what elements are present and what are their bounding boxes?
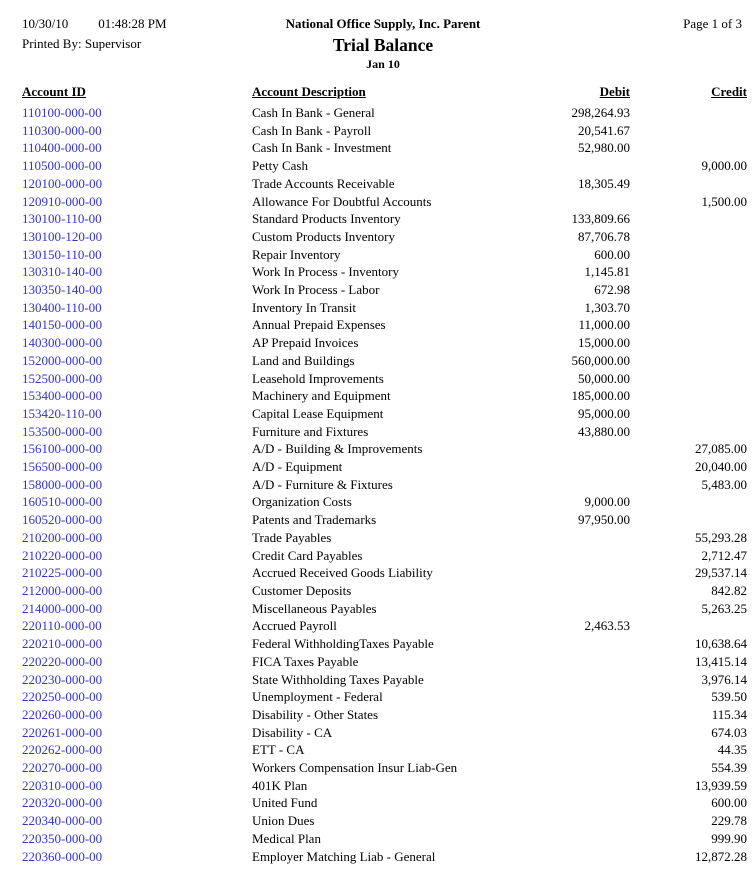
- table-row: [22, 387, 747, 405]
- table-row: [22, 511, 747, 529]
- account-description: Land and Buildings: [252, 352, 355, 368]
- debit-amount: [457, 671, 630, 689]
- table-row: [22, 741, 747, 759]
- column-header-credit: Credit: [711, 84, 747, 99]
- print-datetime: [22, 14, 286, 34]
- account-id-link[interactable]: 140300-000-00: [22, 335, 103, 351]
- credit-amount: [630, 175, 747, 193]
- account-id-link[interactable]: 212000-000-00: [22, 582, 103, 598]
- print-date: 10/30/10: [22, 16, 69, 31]
- table-row: [22, 281, 747, 299]
- account-id-link[interactable]: 110400-000-00: [22, 140, 102, 156]
- account-id-link[interactable]: 220310-000-00: [22, 777, 103, 793]
- debit-amount: 87,706.78: [578, 228, 630, 244]
- account-id-link[interactable]: 120100-000-00: [22, 175, 103, 191]
- account-description: Trade Accounts Receivable: [252, 175, 395, 191]
- credit-amount: 115.34: [711, 706, 747, 722]
- credit-amount: 2,712.47: [701, 547, 747, 563]
- credit-amount: [630, 281, 747, 299]
- account-id-link[interactable]: 130100-110-00: [22, 211, 102, 227]
- report-header-left: [22, 14, 286, 54]
- table-row: [22, 688, 747, 706]
- account-description: Capital Lease Equipment: [252, 405, 384, 421]
- account-description: Federal WithholdingTaxes Payable: [252, 636, 434, 652]
- debit-amount: [457, 458, 630, 476]
- debit-amount: 1,145.81: [584, 264, 630, 280]
- report-title: Trial Balance: [332, 35, 434, 55]
- printed-by: Printed By: Supervisor: [22, 36, 142, 51]
- table-row: [22, 617, 747, 635]
- credit-amount: [630, 139, 747, 157]
- report-header: [22, 14, 748, 72]
- account-id-link[interactable]: 220320-000-00: [22, 795, 103, 811]
- credit-amount: [630, 104, 747, 122]
- account-description: Credit Card Payables: [252, 547, 363, 563]
- account-id-link[interactable]: 210200-000-00: [22, 529, 103, 545]
- report-period: Jan 10: [366, 57, 400, 71]
- credit-amount: [630, 405, 747, 423]
- credit-amount: 55,293.28: [695, 529, 747, 545]
- account-id-link[interactable]: 220340-000-00: [22, 813, 103, 829]
- account-description: 401K Plan: [252, 777, 308, 793]
- credit-amount: [630, 352, 747, 370]
- table-row: [22, 653, 747, 671]
- account-description: Medical Plan: [252, 830, 321, 846]
- debit-amount: [457, 777, 630, 795]
- debit-amount: [457, 830, 630, 848]
- credit-amount: 13,939.59: [695, 777, 747, 793]
- table-row: [22, 600, 747, 618]
- debit-amount: [457, 653, 630, 671]
- debit-amount: [457, 759, 630, 777]
- account-id-link[interactable]: 152000-000-00: [22, 352, 103, 368]
- debit-amount: 15,000.00: [578, 335, 630, 351]
- debit-amount: [457, 635, 630, 653]
- debit-amount: 20,541.67: [578, 122, 630, 138]
- trial-balance-table: [22, 84, 747, 865]
- table-row: [22, 830, 747, 848]
- debit-amount: [457, 157, 630, 175]
- credit-amount: 5,263.25: [701, 600, 747, 616]
- account-id-link[interactable]: 220350-000-00: [22, 830, 103, 846]
- account-description: State Withholding Taxes Payable: [252, 671, 424, 687]
- debit-amount: [457, 812, 630, 830]
- debit-amount: 9,000.00: [584, 494, 630, 510]
- account-id-link[interactable]: 110500-000-00: [22, 158, 102, 174]
- account-description: Leasehold Improvements: [252, 370, 384, 386]
- table-row: [22, 139, 747, 157]
- table-row: [22, 263, 747, 281]
- account-id-link[interactable]: 220270-000-00: [22, 760, 103, 776]
- table-row: [22, 228, 747, 246]
- credit-amount: 600.00: [711, 795, 747, 811]
- column-header-debit: Debit: [599, 84, 630, 99]
- debit-amount: [457, 600, 630, 618]
- table-row: [22, 122, 747, 140]
- account-description: Unemployment - Federal: [252, 689, 383, 705]
- account-description: Petty Cash: [252, 158, 308, 174]
- account-id-link[interactable]: 158000-000-00: [22, 476, 103, 492]
- account-id-link[interactable]: 120910-000-00: [22, 193, 103, 209]
- credit-amount: 1,500.00: [701, 193, 747, 209]
- debit-amount: [457, 706, 630, 724]
- debit-amount: [457, 193, 630, 211]
- table-row: [22, 582, 747, 600]
- debit-amount: 1,303.70: [584, 299, 630, 315]
- report-header-center: [286, 14, 481, 72]
- account-description: FICA Taxes Payable: [252, 653, 359, 669]
- account-id-link[interactable]: 130150-110-00: [22, 246, 102, 262]
- table-row: [22, 564, 747, 582]
- table-row: [22, 635, 747, 653]
- credit-amount: [630, 493, 747, 511]
- page-number: Page 1 of 3: [683, 16, 742, 31]
- account-description: ETT - CA: [252, 742, 305, 758]
- account-id-link[interactable]: 153400-000-00: [22, 388, 103, 404]
- account-id-link[interactable]: 110300-000-00: [22, 122, 102, 138]
- account-description: Standard Products Inventory: [252, 211, 401, 227]
- account-id-link[interactable]: 130350-140-00: [22, 282, 103, 298]
- debit-amount: 298,264.93: [571, 105, 630, 120]
- account-id-link[interactable]: 140150-000-00: [22, 317, 103, 333]
- credit-amount: [630, 423, 747, 441]
- debit-amount: 11,000.00: [578, 317, 630, 333]
- table-row: [22, 794, 747, 812]
- account-description: Customer Deposits: [252, 582, 352, 598]
- credit-amount: 27,085.00: [695, 441, 747, 457]
- account-id-link[interactable]: 156100-000-00: [22, 441, 103, 457]
- credit-amount: 554.39: [711, 760, 747, 776]
- account-description: Union Dues: [252, 813, 315, 829]
- table-row: [22, 812, 747, 830]
- account-id-link[interactable]: 130400-110-00: [22, 299, 102, 315]
- account-id-link[interactable]: 210225-000-00: [22, 565, 103, 581]
- table-row: [22, 352, 747, 370]
- account-description: Repair Inventory: [252, 246, 341, 262]
- credit-amount: 44.35: [717, 742, 747, 758]
- account-description: Work In Process - Labor: [252, 282, 380, 298]
- account-id-link[interactable]: 220261-000-00: [22, 724, 103, 740]
- account-description: United Fund: [252, 795, 318, 811]
- account-description: Allowance For Doubtful Accounts: [252, 193, 432, 209]
- account-description: Workers Compensation Insur Liab-Gen: [252, 760, 457, 776]
- account-description: Work In Process - Inventory: [252, 264, 399, 280]
- table-row: [22, 210, 747, 228]
- debit-amount: [457, 741, 630, 759]
- report-header-right: [480, 14, 744, 34]
- debit-amount: [457, 440, 630, 458]
- table-row: [22, 440, 747, 458]
- account-id-link[interactable]: 160510-000-00: [22, 494, 103, 510]
- debit-amount: [457, 476, 630, 494]
- account-description: AP Prepaid Invoices: [252, 335, 359, 351]
- table-row: [22, 724, 747, 742]
- account-id-link[interactable]: 214000-000-00: [22, 600, 103, 616]
- credit-amount: [630, 370, 747, 388]
- account-description: Machinery and Equipment: [252, 388, 391, 404]
- credit-amount: 674.03: [711, 724, 747, 740]
- account-id-link[interactable]: 130100-120-00: [22, 228, 103, 244]
- table-row: [22, 370, 747, 388]
- credit-amount: 229.78: [711, 813, 747, 829]
- table-row: [22, 493, 747, 511]
- account-id-link[interactable]: 220262-000-00: [22, 742, 103, 758]
- debit-amount: 133,809.66: [571, 211, 630, 227]
- table-row: [22, 848, 747, 866]
- table-row: [22, 458, 747, 476]
- account-description: Miscellaneous Payables: [252, 600, 377, 616]
- debit-amount: 52,980.00: [578, 140, 630, 156]
- account-description: Accrued Received Goods Liability: [252, 565, 433, 581]
- account-description: A/D - Building & Improvements: [252, 441, 423, 457]
- account-description: Trade Payables: [252, 529, 332, 545]
- account-id-link[interactable]: 220210-000-00: [22, 636, 103, 652]
- credit-amount: 5,483.00: [701, 476, 747, 492]
- account-description: Cash In Bank - General: [252, 105, 375, 120]
- credit-amount: [630, 228, 747, 246]
- debit-amount: 2,463.53: [584, 618, 630, 634]
- table-row: [22, 334, 747, 352]
- debit-amount: [457, 688, 630, 706]
- account-description: Custom Products Inventory: [252, 228, 395, 244]
- account-id-link[interactable]: 153420-110-00: [22, 405, 102, 421]
- credit-amount: [630, 263, 747, 281]
- credit-amount: 999.90: [711, 830, 747, 846]
- account-id-link[interactable]: 160520-000-00: [22, 512, 103, 528]
- table-row: [22, 104, 747, 122]
- credit-amount: [630, 511, 747, 529]
- credit-amount: 9,000.00: [701, 158, 747, 174]
- table-row: [22, 777, 747, 795]
- column-header-account-id: Account ID: [22, 84, 86, 99]
- credit-amount: 842.82: [711, 582, 747, 598]
- account-description: Patents and Trademarks: [252, 512, 377, 528]
- account-id-link[interactable]: 156500-000-00: [22, 459, 103, 475]
- credit-amount: 3,976.14: [701, 671, 747, 687]
- debit-amount: 672.98: [594, 282, 630, 298]
- account-description: Annual Prepaid Expenses: [252, 317, 386, 333]
- table-row: [22, 529, 747, 547]
- table-row: [22, 547, 747, 565]
- report-rows: [22, 104, 747, 865]
- debit-amount: 50,000.00: [578, 370, 630, 386]
- account-id-link[interactable]: 210220-000-00: [22, 547, 103, 563]
- account-id-link[interactable]: 152500-000-00: [22, 370, 103, 386]
- account-description: A/D - Equipment: [252, 459, 343, 475]
- debit-amount: 185,000.00: [571, 388, 630, 404]
- account-description: Employer Matching Liab - General: [252, 848, 436, 864]
- account-description: Cash In Bank - Payroll: [252, 122, 372, 138]
- table-row: [22, 157, 747, 175]
- table-row: [22, 246, 747, 264]
- debit-amount: 18,305.49: [578, 175, 630, 191]
- table-row: [22, 706, 747, 724]
- table-row: [22, 671, 747, 689]
- account-id-link[interactable]: 220260-000-00: [22, 706, 103, 722]
- credit-amount: [630, 617, 747, 635]
- debit-amount: [457, 848, 630, 866]
- credit-amount: [630, 334, 747, 352]
- debit-amount: [457, 582, 630, 600]
- table-row: [22, 476, 747, 494]
- account-id-link[interactable]: 110100-000-00: [22, 105, 102, 120]
- credit-amount: 539.50: [711, 689, 747, 705]
- table-header-row: [22, 84, 747, 104]
- account-description: Disability - CA: [252, 724, 333, 740]
- print-time: 01:48:28 PM: [98, 16, 167, 31]
- debit-amount: 95,000.00: [578, 405, 630, 421]
- debit-amount: 97,950.00: [578, 512, 630, 528]
- debit-amount: 560,000.00: [571, 352, 630, 368]
- table-row: [22, 405, 747, 423]
- table-row: [22, 175, 747, 193]
- debit-amount: [457, 724, 630, 742]
- account-description: Furniture and Fixtures: [252, 423, 369, 439]
- table-row: [22, 193, 747, 211]
- account-id-link[interactable]: 220220-000-00: [22, 653, 103, 669]
- credit-amount: [630, 122, 747, 140]
- credit-amount: 12,872.28: [695, 848, 747, 864]
- account-id-link[interactable]: 220360-000-00: [22, 848, 103, 864]
- account-description: Cash In Bank - Investment: [252, 140, 392, 156]
- debit-amount: [457, 547, 630, 565]
- company-name: National Office Supply, Inc. Parent: [285, 16, 481, 31]
- debit-amount: [457, 529, 630, 547]
- credit-amount: 20,040.00: [695, 459, 747, 475]
- debit-amount: [457, 564, 630, 582]
- credit-amount: [630, 210, 747, 228]
- account-id-link[interactable]: 220110-000-00: [22, 618, 102, 634]
- debit-amount: 600.00: [594, 246, 630, 262]
- credit-amount: [630, 316, 747, 334]
- account-description: A/D - Furniture & Fixtures: [252, 476, 393, 492]
- account-id-link[interactable]: 220250-000-00: [22, 689, 103, 705]
- column-header-account-description: Account Description: [252, 84, 366, 99]
- credit-amount: [630, 246, 747, 264]
- table-row: [22, 299, 747, 317]
- table-row: [22, 423, 747, 441]
- account-description: Disability - Other States: [252, 706, 379, 722]
- account-description: Inventory In Transit: [252, 299, 356, 315]
- account-id-link[interactable]: 153500-000-00: [22, 423, 103, 439]
- account-id-link[interactable]: 220230-000-00: [22, 671, 103, 687]
- credit-amount: [630, 387, 747, 405]
- credit-amount: [630, 299, 747, 317]
- table-row: [22, 759, 747, 777]
- account-id-link[interactable]: 130310-140-00: [22, 264, 103, 280]
- debit-amount: 43,880.00: [578, 423, 630, 439]
- table-row: [22, 316, 747, 334]
- credit-amount: 13,415.14: [695, 653, 747, 669]
- account-description: Accrued Payroll: [252, 618, 337, 634]
- credit-amount: 29,537.14: [695, 565, 747, 581]
- credit-amount: 10,638.64: [695, 636, 747, 652]
- debit-amount: [457, 794, 630, 812]
- account-description: Organization Costs: [252, 494, 352, 510]
